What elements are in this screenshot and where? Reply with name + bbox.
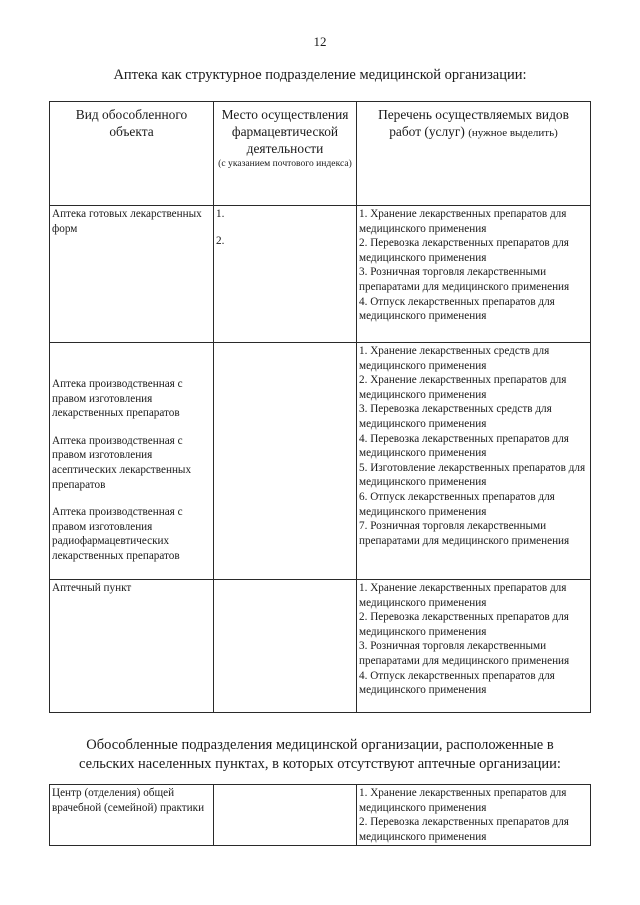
service-item[interactable]: 2. Перевозка лекарственных препаратов для медицинского применения <box>359 237 569 264</box>
service-item[interactable]: 1. Хранение лекарственных препаратов для медицинского применения <box>359 208 567 235</box>
service-item[interactable]: 2. Перевозка лекарственных препаратов для медицинского применения <box>359 611 569 638</box>
services-cell <box>357 785 591 846</box>
rural-subdivisions-table <box>49 784 591 846</box>
header-services-label: Перечень осуществляемых видов работ (услуг) <box>378 107 569 139</box>
object-name: Аптека производственная с правом изготовления лекарственных препаратов <box>52 378 183 420</box>
service-item[interactable]: 6. Отпуск лекарственных препаратов для медицинского применения <box>359 490 555 518</box>
service-item[interactable]: 4. Отпуск лекарственных препаратов для медицинского применения <box>359 669 555 697</box>
object-cell <box>50 785 214 846</box>
services-cell <box>357 580 591 713</box>
service-item[interactable]: 7. Розничная торговля лекарственными препаратами для медицинского применения <box>359 520 570 547</box>
service-item[interactable]: 4. Отпуск лекарственных препаратов для медицинского применения <box>359 295 555 323</box>
place-item: 1. <box>216 208 225 220</box>
header-services <box>357 102 591 206</box>
table-row <box>50 785 591 846</box>
object-name: Аптечный пункт <box>52 582 132 594</box>
object-name: Центр (отделения) общей врачебной (семейной) практики <box>52 787 205 814</box>
object-name: Аптека производственная с правом изготовления асептических лекарственных препаратов <box>52 434 192 491</box>
object-cell <box>50 206 214 343</box>
object-cell <box>50 343 214 580</box>
place-cell[interactable] <box>214 785 357 846</box>
place-cell[interactable] <box>214 206 357 343</box>
service-item[interactable]: 5. Изготовление лекарственных препаратов для медицинского применения <box>359 461 586 489</box>
object-name: Аптека готовых лекарственных форм <box>52 208 202 235</box>
service-item[interactable]: 2. Перевозка лекарственных препаратов для медицинского применения <box>359 816 569 843</box>
service-item[interactable]: 4. Перевозка лекарственных препаратов для медицинского применения <box>359 432 569 460</box>
table-row <box>50 206 591 343</box>
object-name: Аптека производственная с правом изготовления радиофармацевтических лекарственных препаратов <box>52 506 183 562</box>
header-place-note: (с указанием почтового индекса) <box>218 158 352 169</box>
header-object-type-label: Вид обособленного объекта <box>75 107 188 139</box>
header-object-type <box>50 102 214 206</box>
service-item[interactable]: 3. Розничная торговля лекарственными препаратами для медицинского применения <box>359 266 570 293</box>
table-header-row <box>50 102 591 206</box>
header-place <box>214 102 357 206</box>
place-cell[interactable] <box>214 580 357 713</box>
pharmacy-structure-table <box>49 101 591 713</box>
place-cell[interactable] <box>214 343 357 580</box>
header-place-label: Место осуществления фармацевтической деятельности <box>221 107 349 156</box>
section-heading-rural: Обособленные подразделения медицинской организации, расположенные в сельских населенных пунктах, в которых отсутствуют аптечные организации: <box>79 737 561 772</box>
table-row <box>50 343 591 580</box>
place-item: 2. <box>216 234 225 247</box>
service-item[interactable]: 1. Хранение лекарственных препаратов для медицинского применения <box>359 582 567 609</box>
services-cell <box>357 206 591 343</box>
service-item[interactable]: 2. Хранение лекарственных препаратов для медицинского применения <box>359 374 567 401</box>
page-number: 12 <box>313 34 327 49</box>
section-heading-pharmacy: Аптека как структурное подразделение медицинской организации: <box>113 67 527 83</box>
table-row <box>50 580 591 713</box>
service-item[interactable]: 3. Розничная торговля лекарственными препаратами для медицинского применения <box>359 640 570 667</box>
header-services-note: (нужное выделить) <box>468 127 558 139</box>
service-item[interactable]: 1. Хранение лекарственных средств для медицинского применения <box>359 345 550 372</box>
services-cell <box>357 343 591 580</box>
service-item[interactable]: 1. Хранение лекарственных препаратов для медицинского применения <box>359 787 567 814</box>
service-item[interactable]: 3. Перевозка лекарственных средств для медицинского применения <box>359 403 552 430</box>
object-cell <box>50 580 214 713</box>
